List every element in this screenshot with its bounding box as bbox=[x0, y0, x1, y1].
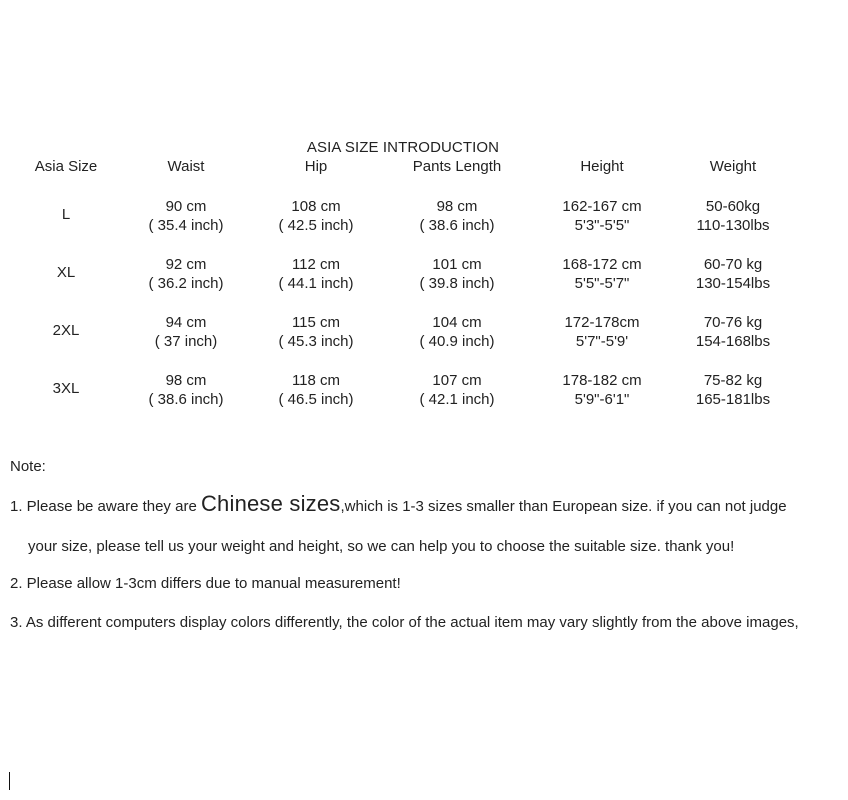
hip-cell: 115 cm ( 45.3 inch) bbox=[278, 314, 354, 350]
weight-cell: 75-82 kg 165-181lbs bbox=[695, 372, 771, 408]
header-waist: Waist bbox=[167, 158, 205, 175]
pants-length-cell: 101 cm ( 39.8 inch) bbox=[419, 256, 495, 292]
header-asia-size: Asia Size bbox=[34, 158, 98, 175]
hip-cell: 112 cm ( 44.1 inch) bbox=[278, 256, 354, 292]
note-1-continuation: your size, please tell us your weight and height, so we can help you to choose the suitable size. thank you! bbox=[28, 538, 735, 555]
note-heading: Note: bbox=[10, 458, 46, 475]
waist-cell: 92 cm ( 36.2 inch) bbox=[148, 256, 224, 292]
waist-cell: 98 cm ( 38.6 inch) bbox=[148, 372, 224, 408]
size-label: 3XL bbox=[52, 380, 80, 397]
note-3: 3. As different computers display colors differently, the color of the actual item may vary slightly from the above images, bbox=[10, 614, 799, 631]
height-cell: 162-167 cm 5'3"-5'5" bbox=[562, 198, 642, 234]
header-hip: Hip bbox=[304, 158, 328, 175]
height-cell: 168-172 cm 5'5"-5'7" bbox=[562, 256, 642, 292]
note-1 bbox=[10, 491, 787, 517]
hip-cell: 108 cm ( 42.5 inch) bbox=[278, 198, 354, 234]
note-1-suffix: ,which is 1-3 sizes smaller than European size. if you can not judge bbox=[340, 498, 787, 515]
table-row bbox=[0, 371, 848, 411]
note-2: 2. Please allow 1-3cm differs due to manual measurement! bbox=[10, 575, 401, 592]
header-pants-length: Pants Length bbox=[412, 158, 502, 175]
waist-cell: 90 cm ( 35.4 inch) bbox=[148, 198, 224, 234]
height-cell: 178-182 cm 5'9"-6'1" bbox=[562, 372, 642, 408]
height-cell: 172-178cm 5'7"-5'9' bbox=[564, 314, 640, 350]
text-cursor bbox=[9, 772, 10, 790]
table-row bbox=[0, 313, 848, 353]
table-row bbox=[0, 197, 848, 237]
pants-length-cell: 104 cm ( 40.9 inch) bbox=[419, 314, 495, 350]
header-weight: Weight bbox=[709, 158, 757, 175]
size-label: 2XL bbox=[52, 322, 80, 339]
note-1-prefix: 1. Please be aware they are bbox=[10, 498, 201, 515]
waist-cell: 94 cm ( 37 inch) bbox=[154, 314, 218, 350]
weight-cell: 60-70 kg 130-154lbs bbox=[695, 256, 771, 292]
size-label: XL bbox=[56, 264, 76, 281]
pants-length-cell: 107 cm ( 42.1 inch) bbox=[419, 372, 495, 408]
header-height: Height bbox=[580, 158, 624, 175]
size-label: L bbox=[61, 206, 71, 223]
size-chart-title: ASIA SIZE INTRODUCTION bbox=[306, 139, 500, 156]
weight-cell: 70-76 kg 154-168lbs bbox=[695, 314, 771, 350]
pants-length-cell: 98 cm ( 38.6 inch) bbox=[419, 198, 495, 234]
table-row bbox=[0, 255, 848, 295]
hip-cell: 118 cm ( 46.5 inch) bbox=[278, 372, 354, 408]
note-1-emphasis: Chinese sizes bbox=[200, 491, 341, 516]
weight-cell: 50-60kg 110-130lbs bbox=[696, 198, 770, 234]
